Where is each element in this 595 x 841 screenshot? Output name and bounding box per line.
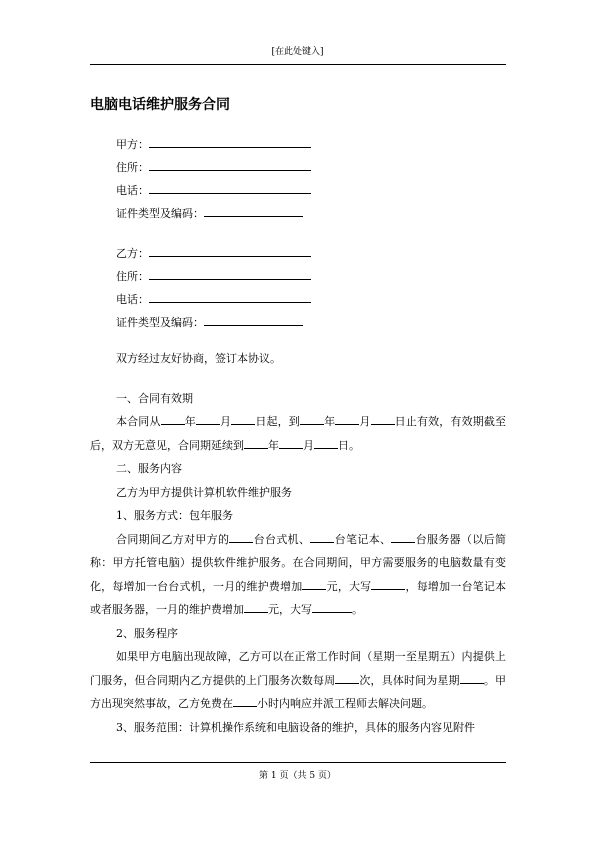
server-count-blank[interactable] — [391, 530, 415, 543]
page-header: [在此处键入] — [271, 47, 324, 57]
extend-month-blank[interactable] — [279, 436, 303, 449]
party-a-name-label: 甲方： — [116, 138, 149, 151]
header-rule — [90, 64, 506, 65]
response-hours-blank[interactable] — [233, 694, 257, 707]
section2-heading: 二、服务内容 — [116, 462, 182, 475]
party-b-name-label: 乙方： — [116, 247, 149, 260]
party-a-address-field — [116, 156, 316, 179]
sub2-paragraph: 如果甲方电脑出现故障，乙方可以在正常工作时间（星期一至星期五）内提供上门服务，但合同期内乙方提供的上门服务次数每周 次，具体时间为星期 。甲方出现突然事故，乙方免费在 小时内响应并派工程师去解决问题。 — [90, 650, 507, 710]
party-b-address-blank[interactable] — [149, 265, 311, 280]
sub1-paragraph: 合同期间乙方对甲方的 台台式机、 台笔记本、 台服务器（以后简称：甲方托管电脑）提供软件维护服务。在合同期间，甲方需要服务的电脑数量有变化，每增加一台台式机，一月的维护费增加 元，大写 ，每增加一台笔记本或者服务器，一月的维护费增加 元，大写 。 — [90, 528, 506, 622]
party-a-address-blank[interactable] — [149, 156, 311, 171]
party-b-id-label: 证件类型及编码： — [116, 316, 204, 329]
intro-paragraph: 双方经过友好协商，签订本协议。 — [116, 352, 281, 365]
start-month-blank[interactable] — [196, 412, 220, 425]
visits-per-week-blank[interactable] — [335, 671, 359, 684]
section1-heading: 一、合同有效期 — [116, 391, 193, 405]
desktop-fee-blank[interactable] — [302, 577, 326, 590]
party-b-name-field — [116, 242, 316, 265]
start-day-blank[interactable] — [231, 412, 255, 425]
contract-body — [90, 347, 506, 739]
party-b-address-field — [116, 265, 316, 288]
page-number: 第 1 页（共 5 页） — [259, 771, 336, 781]
end-month-blank[interactable] — [335, 412, 359, 425]
end-day-blank[interactable] — [371, 412, 395, 425]
party-b-phone-blank[interactable] — [149, 288, 311, 303]
party-b-id-blank[interactable] — [204, 311, 303, 326]
sub1-heading: 1、服务方式：包年服务 — [116, 509, 233, 522]
sub3-paragraph: 3、服务范围：计算机操作系统和电脑设备的维护，具体的服务内容见附件 — [116, 720, 475, 734]
footer-rule — [90, 762, 506, 763]
party-a-phone-blank[interactable] — [149, 179, 311, 194]
section2-line1: 乙方为甲方提供计算机软件维护服务 — [116, 485, 292, 499]
party-a-id-blank[interactable] — [204, 202, 303, 217]
desktop-count-blank[interactable] — [229, 530, 253, 543]
visit-weekday-blank[interactable] — [460, 671, 484, 684]
start-year-blank[interactable] — [161, 412, 185, 425]
party-a-phone-field — [116, 179, 316, 202]
party-b-phone-label: 电话： — [116, 293, 149, 306]
party-a-block — [116, 133, 316, 225]
party-a-address-label: 住所： — [116, 161, 149, 174]
party-b-address-label: 住所： — [116, 270, 149, 283]
desktop-fee-words-blank[interactable] — [371, 577, 405, 590]
laptop-fee-words-blank[interactable] — [312, 600, 352, 613]
document-title: 电脑电话维护服务合同 — [90, 97, 230, 113]
party-a-id-label: 证件类型及编码： — [116, 207, 204, 220]
section1-paragraph: 本合同从 年 月 日起，到 年 月 日止有效，有效期截至后，双方无意见，合同期延续到 年 月 日。 — [90, 410, 506, 457]
party-a-name-field — [116, 133, 316, 156]
laptop-count-blank[interactable] — [310, 530, 334, 543]
end-year-blank[interactable] — [300, 412, 324, 425]
party-a-id-field — [116, 202, 316, 225]
party-b-phone-field — [116, 288, 316, 311]
extend-year-blank[interactable] — [244, 436, 268, 449]
party-b-id-field — [116, 311, 316, 334]
party-a-name-blank[interactable] — [149, 133, 311, 148]
sub2-heading: 2、服务程序 — [116, 626, 178, 640]
party-b-name-blank[interactable] — [149, 242, 311, 257]
party-b-block — [116, 242, 316, 334]
laptop-fee-blank[interactable] — [244, 600, 268, 613]
party-a-phone-label: 电话： — [116, 184, 149, 197]
extend-day-blank[interactable] — [314, 436, 338, 449]
